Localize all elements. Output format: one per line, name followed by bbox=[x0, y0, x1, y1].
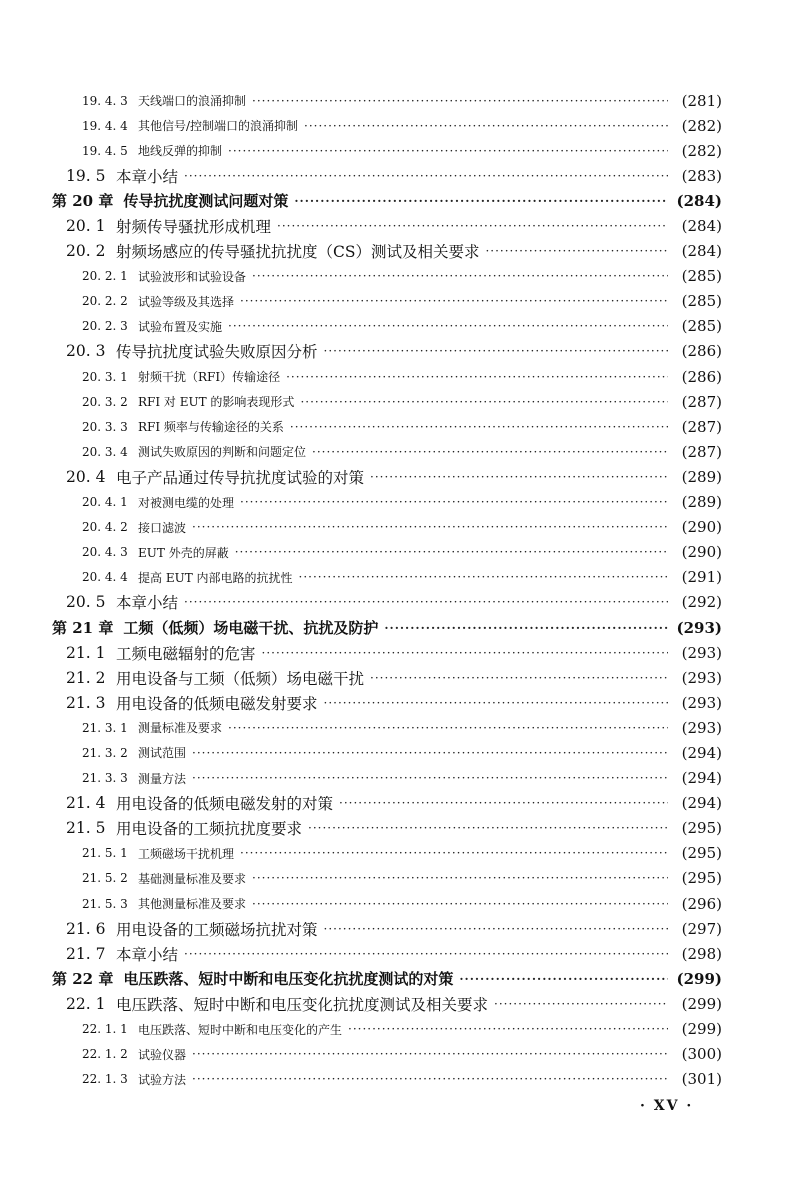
leader-dots bbox=[494, 997, 668, 1011]
entry-page: (283) bbox=[681, 166, 722, 185]
entry-title: 电子产品通过传导抗扰度试验的对策 bbox=[116, 468, 365, 487]
entry-title: 试验仪器 bbox=[138, 1047, 187, 1062]
entry-title: 天线端口的浪涌抑制 bbox=[138, 94, 247, 109]
entry-number: 21. 1 bbox=[66, 643, 106, 662]
leader-dots bbox=[370, 470, 668, 484]
entry-number: 21. 3. 3 bbox=[82, 771, 128, 786]
entry-page: (287) bbox=[681, 442, 722, 461]
entry-title: 本章小结 bbox=[116, 945, 179, 964]
table-of-contents bbox=[0, 88, 793, 1092]
leader-dots bbox=[228, 319, 668, 333]
leader-dots bbox=[192, 1072, 668, 1086]
entry-page: (301) bbox=[681, 1070, 722, 1089]
entry-page: (294) bbox=[681, 794, 722, 813]
toc-entry-sub bbox=[0, 891, 793, 916]
entry-number: 22. 1. 2 bbox=[82, 1047, 128, 1062]
entry-title: 测量方法 bbox=[138, 771, 187, 786]
entry-title: 其他测量标准及要求 bbox=[138, 897, 247, 912]
entry-number: 20. 4 bbox=[66, 467, 106, 486]
entry-title: RFI 频率与传输途径的关系 bbox=[138, 420, 284, 435]
entry-page: (290) bbox=[681, 518, 722, 537]
entry-number: 21. 3. 1 bbox=[82, 720, 128, 735]
entry-page: (297) bbox=[681, 919, 722, 938]
entry-number: 21. 5. 3 bbox=[82, 896, 128, 911]
entry-number: 21. 4 bbox=[66, 794, 106, 813]
entry-title: 测试失败原因的判断和问题定位 bbox=[138, 445, 307, 460]
entry-number: 22. 1. 1 bbox=[82, 1022, 128, 1037]
entry-page: (287) bbox=[681, 417, 722, 436]
entry-number: 19. 4. 3 bbox=[82, 93, 128, 108]
leader-dots bbox=[184, 947, 668, 961]
entry-number: 第 20 章 bbox=[52, 192, 114, 211]
leader-dots bbox=[294, 194, 668, 208]
entry-number: 20. 3. 1 bbox=[82, 369, 128, 384]
leader-dots bbox=[324, 922, 668, 936]
toc-entry-section bbox=[0, 464, 793, 489]
toc-entry-sub bbox=[0, 264, 793, 289]
leader-dots bbox=[277, 219, 668, 233]
entry-page: (296) bbox=[681, 894, 722, 913]
entry-title: 电压跌落、短时中断和电压变化的产生 bbox=[138, 1022, 343, 1037]
entry-number: 20. 4. 3 bbox=[82, 545, 128, 560]
entry-page: (294) bbox=[681, 743, 722, 762]
toc-entry-section bbox=[0, 941, 793, 966]
entry-title: 地线反弹的抑制 bbox=[138, 144, 223, 159]
toc-entry-chapter bbox=[0, 966, 793, 991]
entry-number: 20. 3. 2 bbox=[82, 394, 128, 409]
toc-entry-section bbox=[0, 791, 793, 816]
entry-page: (299) bbox=[676, 969, 722, 988]
entry-page: (300) bbox=[681, 1045, 722, 1064]
toc-entry-sub bbox=[0, 364, 793, 389]
entry-page: (292) bbox=[681, 593, 722, 612]
toc-entry-sub bbox=[0, 740, 793, 765]
entry-title: 本章小结 bbox=[116, 167, 179, 186]
entry-title: 射频传导骚扰形成机理 bbox=[116, 218, 272, 237]
entry-page: (285) bbox=[681, 292, 722, 311]
entry-page: (282) bbox=[681, 116, 722, 135]
toc-entry-sub bbox=[0, 414, 793, 439]
entry-number: 21. 5. 1 bbox=[82, 846, 128, 861]
entry-page: (295) bbox=[681, 869, 722, 888]
leader-dots bbox=[184, 595, 668, 609]
entry-title: 射频场感应的传导骚扰抗扰度（CS）测试及相关要求 bbox=[116, 243, 480, 262]
leader-dots bbox=[235, 545, 668, 559]
entry-title: 接口滤波 bbox=[138, 520, 187, 535]
leader-dots bbox=[312, 445, 668, 459]
leader-dots bbox=[308, 821, 668, 835]
leader-dots bbox=[370, 671, 668, 685]
entry-number: 21. 7 bbox=[66, 944, 106, 963]
leader-dots bbox=[262, 646, 668, 660]
toc-entry-section bbox=[0, 239, 793, 264]
entry-page: (293) bbox=[681, 718, 722, 737]
entry-number: 20. 3. 3 bbox=[82, 419, 128, 434]
entry-number: 20. 4. 4 bbox=[82, 570, 128, 585]
leader-dots bbox=[192, 1047, 668, 1061]
entry-number: 第 21 章 bbox=[52, 619, 114, 638]
entry-number: 20. 4. 2 bbox=[82, 520, 128, 535]
toc-entry-sub bbox=[0, 389, 793, 414]
entry-page: (285) bbox=[681, 317, 722, 336]
entry-number: 21. 5. 2 bbox=[82, 871, 128, 886]
entry-title: 传导抗扰度试验失败原因分析 bbox=[116, 343, 318, 362]
leader-dots bbox=[290, 420, 668, 434]
entry-title: 试验等级及其选择 bbox=[138, 294, 235, 309]
entry-page: (295) bbox=[681, 844, 722, 863]
entry-title: 用电设备的工频磁场抗扰对策 bbox=[116, 920, 318, 939]
toc-entry-section bbox=[0, 916, 793, 941]
entry-number: 21. 3. 2 bbox=[82, 745, 128, 760]
toc-entry-sub bbox=[0, 565, 793, 590]
entry-number: 19. 4. 5 bbox=[82, 143, 128, 158]
toc-entry-sub bbox=[0, 1016, 793, 1041]
entry-page: (284) bbox=[681, 217, 722, 236]
entry-title: 测试范围 bbox=[138, 746, 187, 761]
leader-dots bbox=[299, 570, 668, 584]
entry-title: 用电设备的低频电磁发射要求 bbox=[116, 694, 318, 713]
entry-page: (293) bbox=[681, 668, 722, 687]
toc-entry-sub bbox=[0, 1067, 793, 1092]
leader-dots bbox=[184, 169, 668, 183]
entry-title: 对被测电缆的处理 bbox=[138, 495, 235, 510]
leader-dots bbox=[485, 244, 668, 258]
leader-dots bbox=[240, 495, 668, 509]
entry-title: 本章小结 bbox=[116, 594, 179, 613]
toc-entry-section bbox=[0, 590, 793, 615]
leader-dots bbox=[286, 370, 668, 384]
toc-entry-sub bbox=[0, 289, 793, 314]
entry-title: 其他信号/控制端口的浪涌抑制 bbox=[138, 119, 299, 134]
entry-page: (295) bbox=[681, 819, 722, 838]
toc-entry-sub bbox=[0, 138, 793, 163]
entry-number: 20. 4. 1 bbox=[82, 495, 128, 510]
entry-page: (298) bbox=[681, 944, 722, 963]
toc-entry-section bbox=[0, 163, 793, 188]
toc-entry-chapter bbox=[0, 615, 793, 640]
entry-page: (286) bbox=[681, 342, 722, 361]
entry-title: 试验波形和试验设备 bbox=[138, 269, 247, 284]
entry-page: (293) bbox=[681, 643, 722, 662]
toc-entry-sub bbox=[0, 113, 793, 138]
leader-dots bbox=[324, 696, 668, 710]
entry-page: (286) bbox=[681, 367, 722, 386]
entry-title: 传导抗扰度测试问题对策 bbox=[123, 192, 289, 211]
leader-dots bbox=[192, 520, 668, 534]
toc-entry-section bbox=[0, 991, 793, 1016]
entry-title: EUT 外壳的屏蔽 bbox=[138, 545, 229, 560]
entry-number: 19. 5 bbox=[66, 166, 106, 185]
entry-number: 20. 2. 1 bbox=[82, 269, 128, 284]
leader-dots bbox=[384, 621, 668, 635]
entry-number: 20. 2. 2 bbox=[82, 294, 128, 309]
entry-number: 20. 3. 4 bbox=[82, 444, 128, 459]
toc-entry-sub bbox=[0, 439, 793, 464]
entry-number: 21. 5 bbox=[66, 819, 106, 838]
leader-dots bbox=[228, 144, 668, 158]
entry-page: (282) bbox=[681, 141, 722, 160]
entry-title: RFI 对 EUT 的影响表现形式 bbox=[138, 395, 295, 410]
entry-number: 21. 3 bbox=[66, 693, 106, 712]
leader-dots bbox=[459, 972, 668, 986]
toc-entry-section bbox=[0, 816, 793, 841]
entry-page: (284) bbox=[681, 242, 722, 261]
entry-number: 20. 2. 3 bbox=[82, 319, 128, 334]
entry-number: 21. 2 bbox=[66, 668, 106, 687]
entry-number: 22. 1 bbox=[66, 994, 106, 1013]
leader-dots bbox=[324, 344, 668, 358]
entry-page: (289) bbox=[681, 467, 722, 486]
toc-entry-sub bbox=[0, 540, 793, 565]
toc-entry-section bbox=[0, 640, 793, 665]
toc-entry-sub bbox=[0, 866, 793, 891]
leader-dots bbox=[240, 846, 668, 860]
toc-entry-sub bbox=[0, 1042, 793, 1067]
leader-dots bbox=[252, 94, 668, 108]
entry-page: (299) bbox=[681, 1020, 722, 1039]
toc-entry-sub bbox=[0, 314, 793, 339]
entry-title: 电压跌落、短时中断和电压变化抗扰度测试的对策 bbox=[123, 970, 454, 989]
toc-entry-chapter bbox=[0, 188, 793, 213]
leader-dots bbox=[348, 1022, 668, 1036]
entry-page: (290) bbox=[681, 543, 722, 562]
page-number: · XV · bbox=[640, 1098, 694, 1114]
toc-entry-sub bbox=[0, 88, 793, 113]
entry-page: (299) bbox=[681, 994, 722, 1013]
leader-dots bbox=[228, 721, 668, 735]
entry-title: 基础测量标准及要求 bbox=[138, 871, 247, 886]
entry-number: 19. 4. 4 bbox=[82, 118, 128, 133]
entry-title: 试验布置及实施 bbox=[138, 319, 223, 334]
entry-page: (294) bbox=[681, 769, 722, 788]
entry-title: 试验方法 bbox=[138, 1072, 187, 1087]
toc-entry-section bbox=[0, 213, 793, 238]
toc-entry-section bbox=[0, 690, 793, 715]
entry-number: 20. 5 bbox=[66, 593, 106, 612]
entry-title: 用电设备的工频抗扰度要求 bbox=[116, 820, 303, 839]
entry-page: (285) bbox=[681, 267, 722, 286]
entry-title: 工频电磁辐射的危害 bbox=[116, 644, 256, 663]
leader-dots bbox=[339, 796, 668, 810]
entry-title: 工频磁场干扰机理 bbox=[138, 846, 235, 861]
entry-page: (284) bbox=[676, 191, 722, 210]
entry-title: 用电设备的低频电磁发射的对策 bbox=[116, 795, 334, 814]
entry-page: (289) bbox=[681, 493, 722, 512]
entry-page: (293) bbox=[681, 693, 722, 712]
leader-dots bbox=[192, 771, 668, 785]
entry-number: 20. 1 bbox=[66, 217, 106, 236]
entry-number: 第 22 章 bbox=[52, 970, 114, 989]
entry-page: (287) bbox=[681, 392, 722, 411]
entry-title: 测量标准及要求 bbox=[138, 721, 223, 736]
entry-title: 用电设备与工频（低频）场电磁干扰 bbox=[116, 669, 365, 688]
toc-entry-sub bbox=[0, 490, 793, 515]
leader-dots bbox=[252, 269, 668, 283]
leader-dots bbox=[300, 395, 668, 409]
entry-title: 提高 EUT 内部电路的抗扰性 bbox=[138, 570, 293, 585]
entry-page: (281) bbox=[681, 91, 722, 110]
toc-entry-sub bbox=[0, 766, 793, 791]
entry-number: 20. 2 bbox=[66, 242, 106, 261]
toc-entry-sub bbox=[0, 515, 793, 540]
entry-title: 工频（低频）场电磁干扰、抗扰及防护 bbox=[123, 619, 379, 638]
entry-number: 22. 1. 3 bbox=[82, 1072, 128, 1087]
entry-title: 射频干扰（RFI）传输途径 bbox=[138, 370, 281, 385]
entry-number: 20. 3 bbox=[66, 342, 106, 361]
entry-number: 21. 6 bbox=[66, 919, 106, 938]
leader-dots bbox=[192, 746, 668, 760]
leader-dots bbox=[252, 871, 668, 885]
entry-title: 电压跌落、短时中断和电压变化抗扰度测试及相关要求 bbox=[116, 995, 489, 1014]
leader-dots bbox=[240, 294, 668, 308]
toc-entry-sub bbox=[0, 841, 793, 866]
toc-entry-section bbox=[0, 339, 793, 364]
toc-entry-section bbox=[0, 665, 793, 690]
toc-entry-sub bbox=[0, 715, 793, 740]
leader-dots bbox=[252, 897, 668, 911]
entry-page: (291) bbox=[681, 568, 722, 587]
leader-dots bbox=[304, 119, 668, 133]
entry-page: (293) bbox=[676, 618, 722, 637]
